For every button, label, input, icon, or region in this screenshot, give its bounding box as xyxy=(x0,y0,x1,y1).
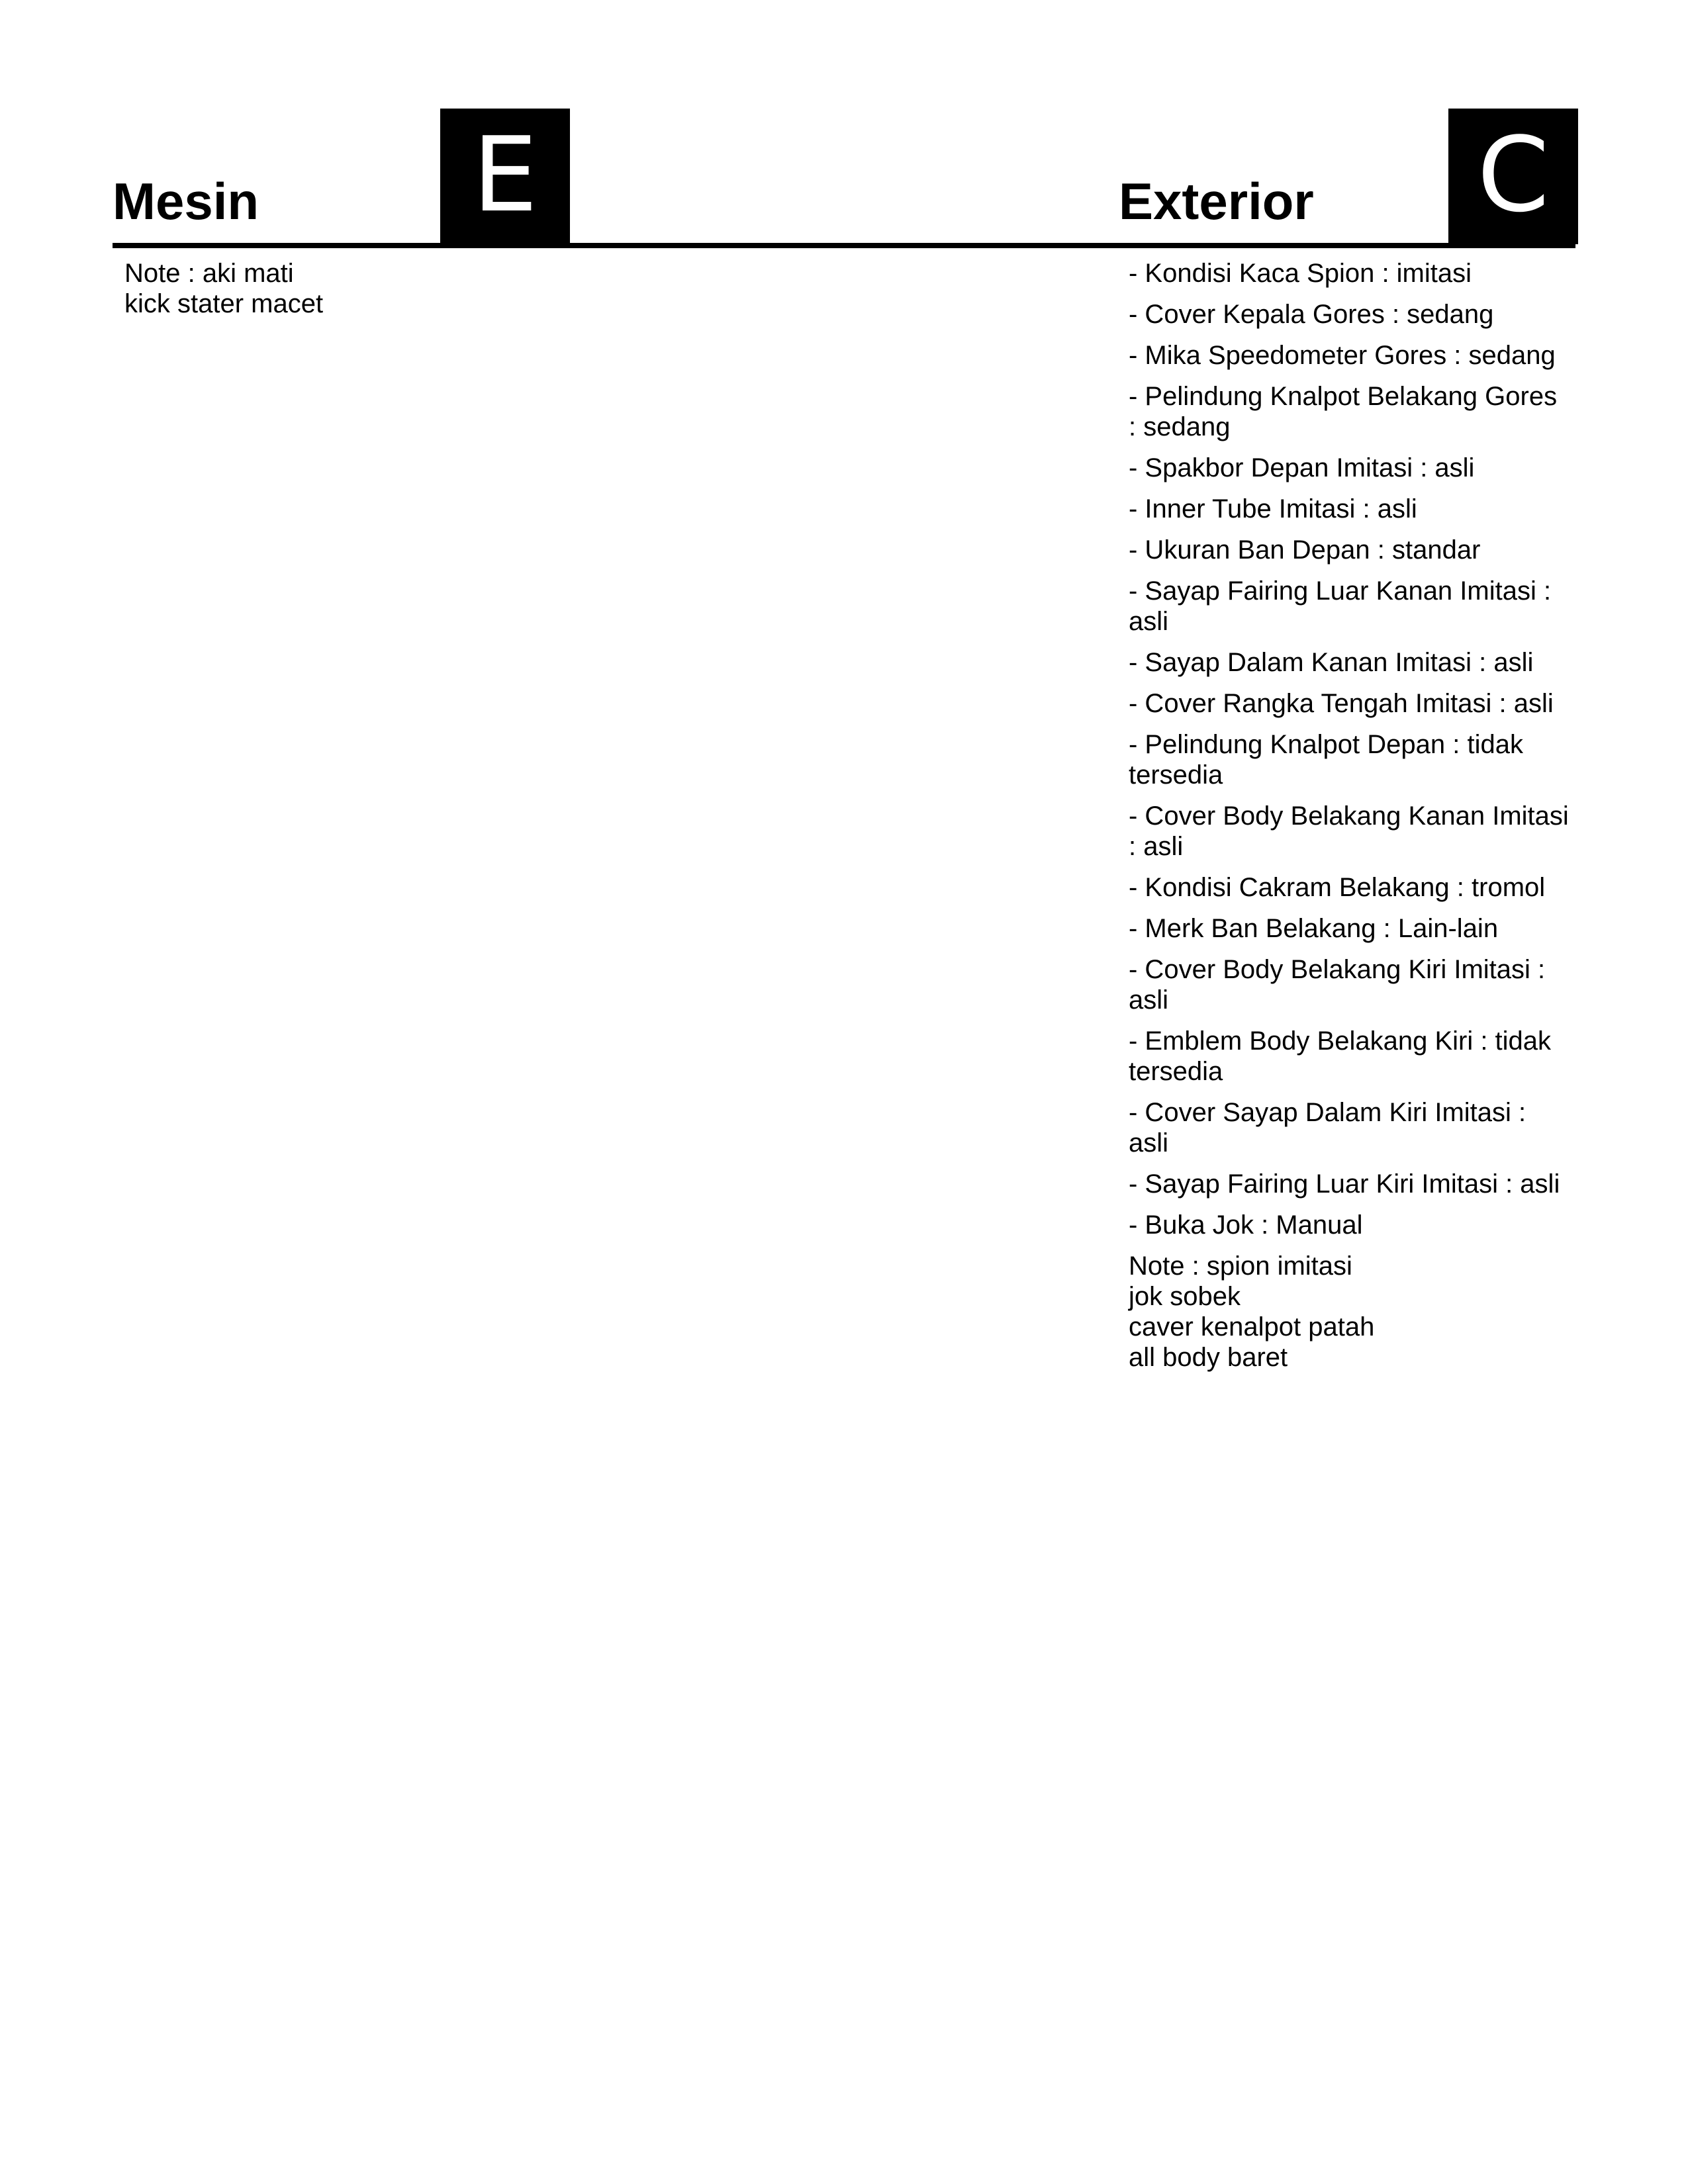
exterior-item: - Cover Body Belakang Kanan Imitasi : asli xyxy=(1129,801,1569,861)
exterior-item: - Sayap Dalam Kanan Imitasi : asli xyxy=(1129,648,1534,677)
exterior-item: - Kondisi Kaca Spion : imitasi xyxy=(1129,259,1472,288)
exterior-item: - Mika Speedometer Gores : sedang xyxy=(1129,341,1556,370)
header-divider xyxy=(113,243,1575,248)
exterior-item: - Spakbor Depan Imitasi : asli xyxy=(1129,453,1475,482)
exterior-note-line: caver kenalpot patah xyxy=(1129,1312,1375,1342)
exterior-grade-badge: C xyxy=(1448,109,1578,244)
mesin-note-line: Note : aki mati xyxy=(124,259,294,288)
exterior-item: - Ukuran Ban Depan : standar xyxy=(1129,535,1481,565)
exterior-item: - Pelindung Knalpot Belakang Gores : sedang xyxy=(1129,382,1558,441)
exterior-note-line: Note : spion imitasi xyxy=(1129,1251,1352,1281)
exterior-item: - Sayap Fairing Luar Kiri Imitasi : asli xyxy=(1129,1169,1560,1199)
mesin-section-title: Mesin xyxy=(113,172,259,230)
exterior-item: - Kondisi Cakram Belakang : tromol xyxy=(1129,873,1546,902)
exterior-note-line: jok sobek xyxy=(1129,1282,1241,1311)
exterior-note xyxy=(1129,1251,1569,1373)
exterior-item: - Pelindung Knalpot Depan : tidak tersedia xyxy=(1129,730,1523,790)
exterior-item: - Sayap Fairing Luar Kanan Imitasi : asli xyxy=(1129,576,1552,636)
exterior-item: - Merk Ban Belakang : Lain-lain xyxy=(1129,914,1499,943)
exterior-item: - Cover Sayap Dalam Kiri Imitasi : asli xyxy=(1129,1098,1526,1158)
mesin-note xyxy=(124,258,535,319)
exterior-section-title: Exterior xyxy=(1119,172,1314,230)
mesin-grade-badge: E xyxy=(440,109,570,244)
exterior-items-list xyxy=(1129,258,1569,1383)
exterior-item: - Cover Kepala Gores : sedang xyxy=(1129,300,1494,329)
mesin-notes xyxy=(124,258,535,330)
mesin-note-line: kick stater macet xyxy=(124,289,324,318)
exterior-item: - Buka Jok : Manual xyxy=(1129,1210,1363,1240)
exterior-note-line: all body baret xyxy=(1129,1343,1288,1372)
exterior-item: - Emblem Body Belakang Kiri : tidak tersedia xyxy=(1129,1026,1552,1086)
exterior-item: - Cover Body Belakang Kiri Imitasi : asli xyxy=(1129,955,1546,1015)
exterior-item: - Cover Rangka Tengah Imitasi : asli xyxy=(1129,689,1554,718)
exterior-item: - Inner Tube Imitasi : asli xyxy=(1129,494,1417,523)
